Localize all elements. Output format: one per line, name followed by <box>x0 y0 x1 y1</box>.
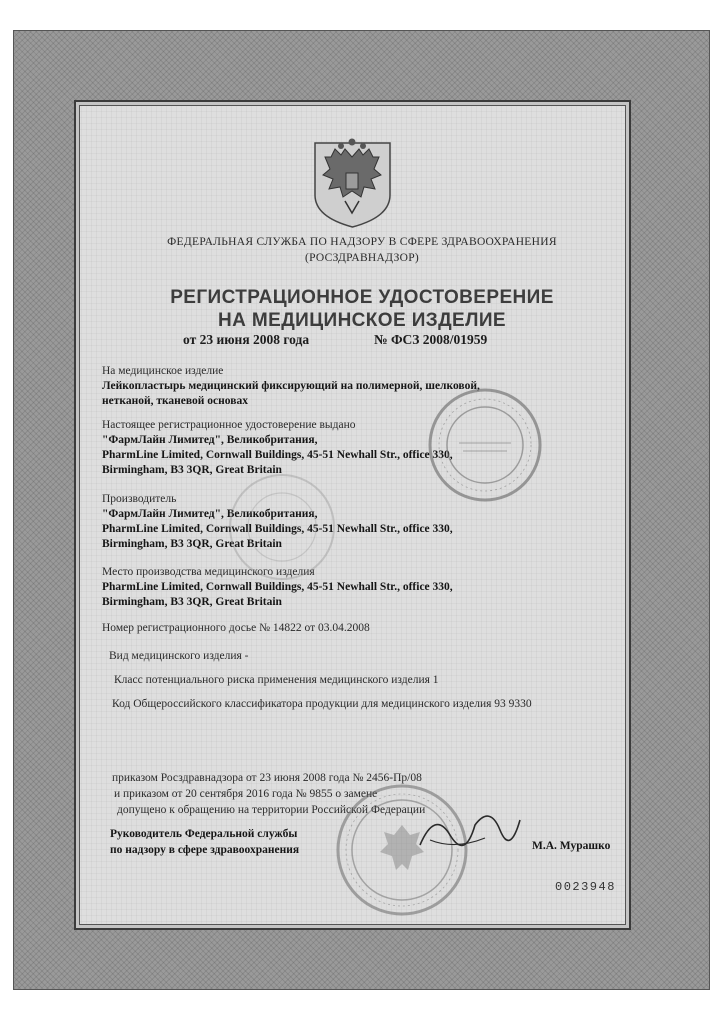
production-label: Место производства медицинского изделия <box>102 566 315 578</box>
device-label: На медицинское изделие <box>102 365 224 377</box>
document-title: РЕГИСТРАЦИОННОЕ УДОСТОВЕРЕНИЕ <box>170 287 554 308</box>
signatory-title-line2: по надзору в сфере здравоохранения <box>110 844 300 856</box>
certificate-number: № ФСЗ 2008/01959 <box>374 332 488 347</box>
faint-seal-icon <box>225 470 340 585</box>
device-name-line1: Лейкопластырь медицинский фиксирующий на полимерной, шелковой, <box>102 380 480 392</box>
manufacturer-line1: "ФармЛайн Лимитед", Великобритания, <box>102 508 318 520</box>
dossier-number: Номер регистрационного досье № 14822 от 03.04.2008 <box>102 622 370 634</box>
order-line1: приказом Росздравнадзора от 23 июня 2008 года № 2456-Пр/08 <box>112 772 422 784</box>
company-seal-icon <box>425 385 545 505</box>
issued-line3: Birmingham, B3 3QR, Great Britain <box>102 464 282 476</box>
agency-abbreviation: (РОСЗДРАВНАДЗОР) <box>304 252 420 264</box>
issued-line1: "ФармЛайн Лимитед", Великобритания, <box>102 434 318 446</box>
signatory-title-line1: Руководитель Федеральной службы <box>110 828 298 840</box>
risk-class: Класс потенциального риска применения медицинского изделия 1 <box>114 674 439 686</box>
serial-number: 0023948 <box>555 880 616 894</box>
production-line1: PharmLine Limited, Cornwall Buildings, 45-51 Newhall Str., office 330, <box>102 581 453 593</box>
manufacturer-line2: PharmLine Limited, Cornwall Buildings, 45-51 Newhall Str., office 330, <box>102 523 453 535</box>
manufacturer-label: Производитель <box>102 493 177 505</box>
device-name-line2: нетканой, тканевой основах <box>102 395 248 407</box>
signature-icon <box>415 800 525 860</box>
document-subtitle: НА МЕДИЦИНСКОЕ ИЗДЕЛИЕ <box>218 310 506 331</box>
manufacturer-line3: Birmingham, B3 3QR, Great Britain <box>102 538 282 550</box>
issued-label: Настоящее регистрационное удостоверение выдано <box>102 419 356 431</box>
production-line2: Birmingham, B3 3QR, Great Britain <box>102 596 282 608</box>
issue-date: от 23 июня 2008 года <box>183 332 310 347</box>
device-kind: Вид медицинского изделия - <box>109 650 249 662</box>
agency-name: ФЕДЕРАЛЬНАЯ СЛУЖБА ПО НАДЗОРУ В СФЕРЕ ЗДРАВООХРАНЕНИЯ <box>167 236 557 248</box>
order-line2: и приказом от 20 сентября 2016 года № 9855 о замене <box>114 788 378 800</box>
signatory-name: М.А. Мурашко <box>532 840 611 852</box>
order-line3: допущено к обращению на территории Российской Федерации <box>117 804 426 816</box>
okp-code: Код Общероссийского классификатора продукции для медицинского изделия 93 9330 <box>112 698 532 710</box>
issued-line2: PharmLine Limited, Cornwall Buildings, 45-51 Newhall Str., office 330, <box>102 449 453 461</box>
double-headed-eagle-emblem-icon <box>305 135 400 230</box>
